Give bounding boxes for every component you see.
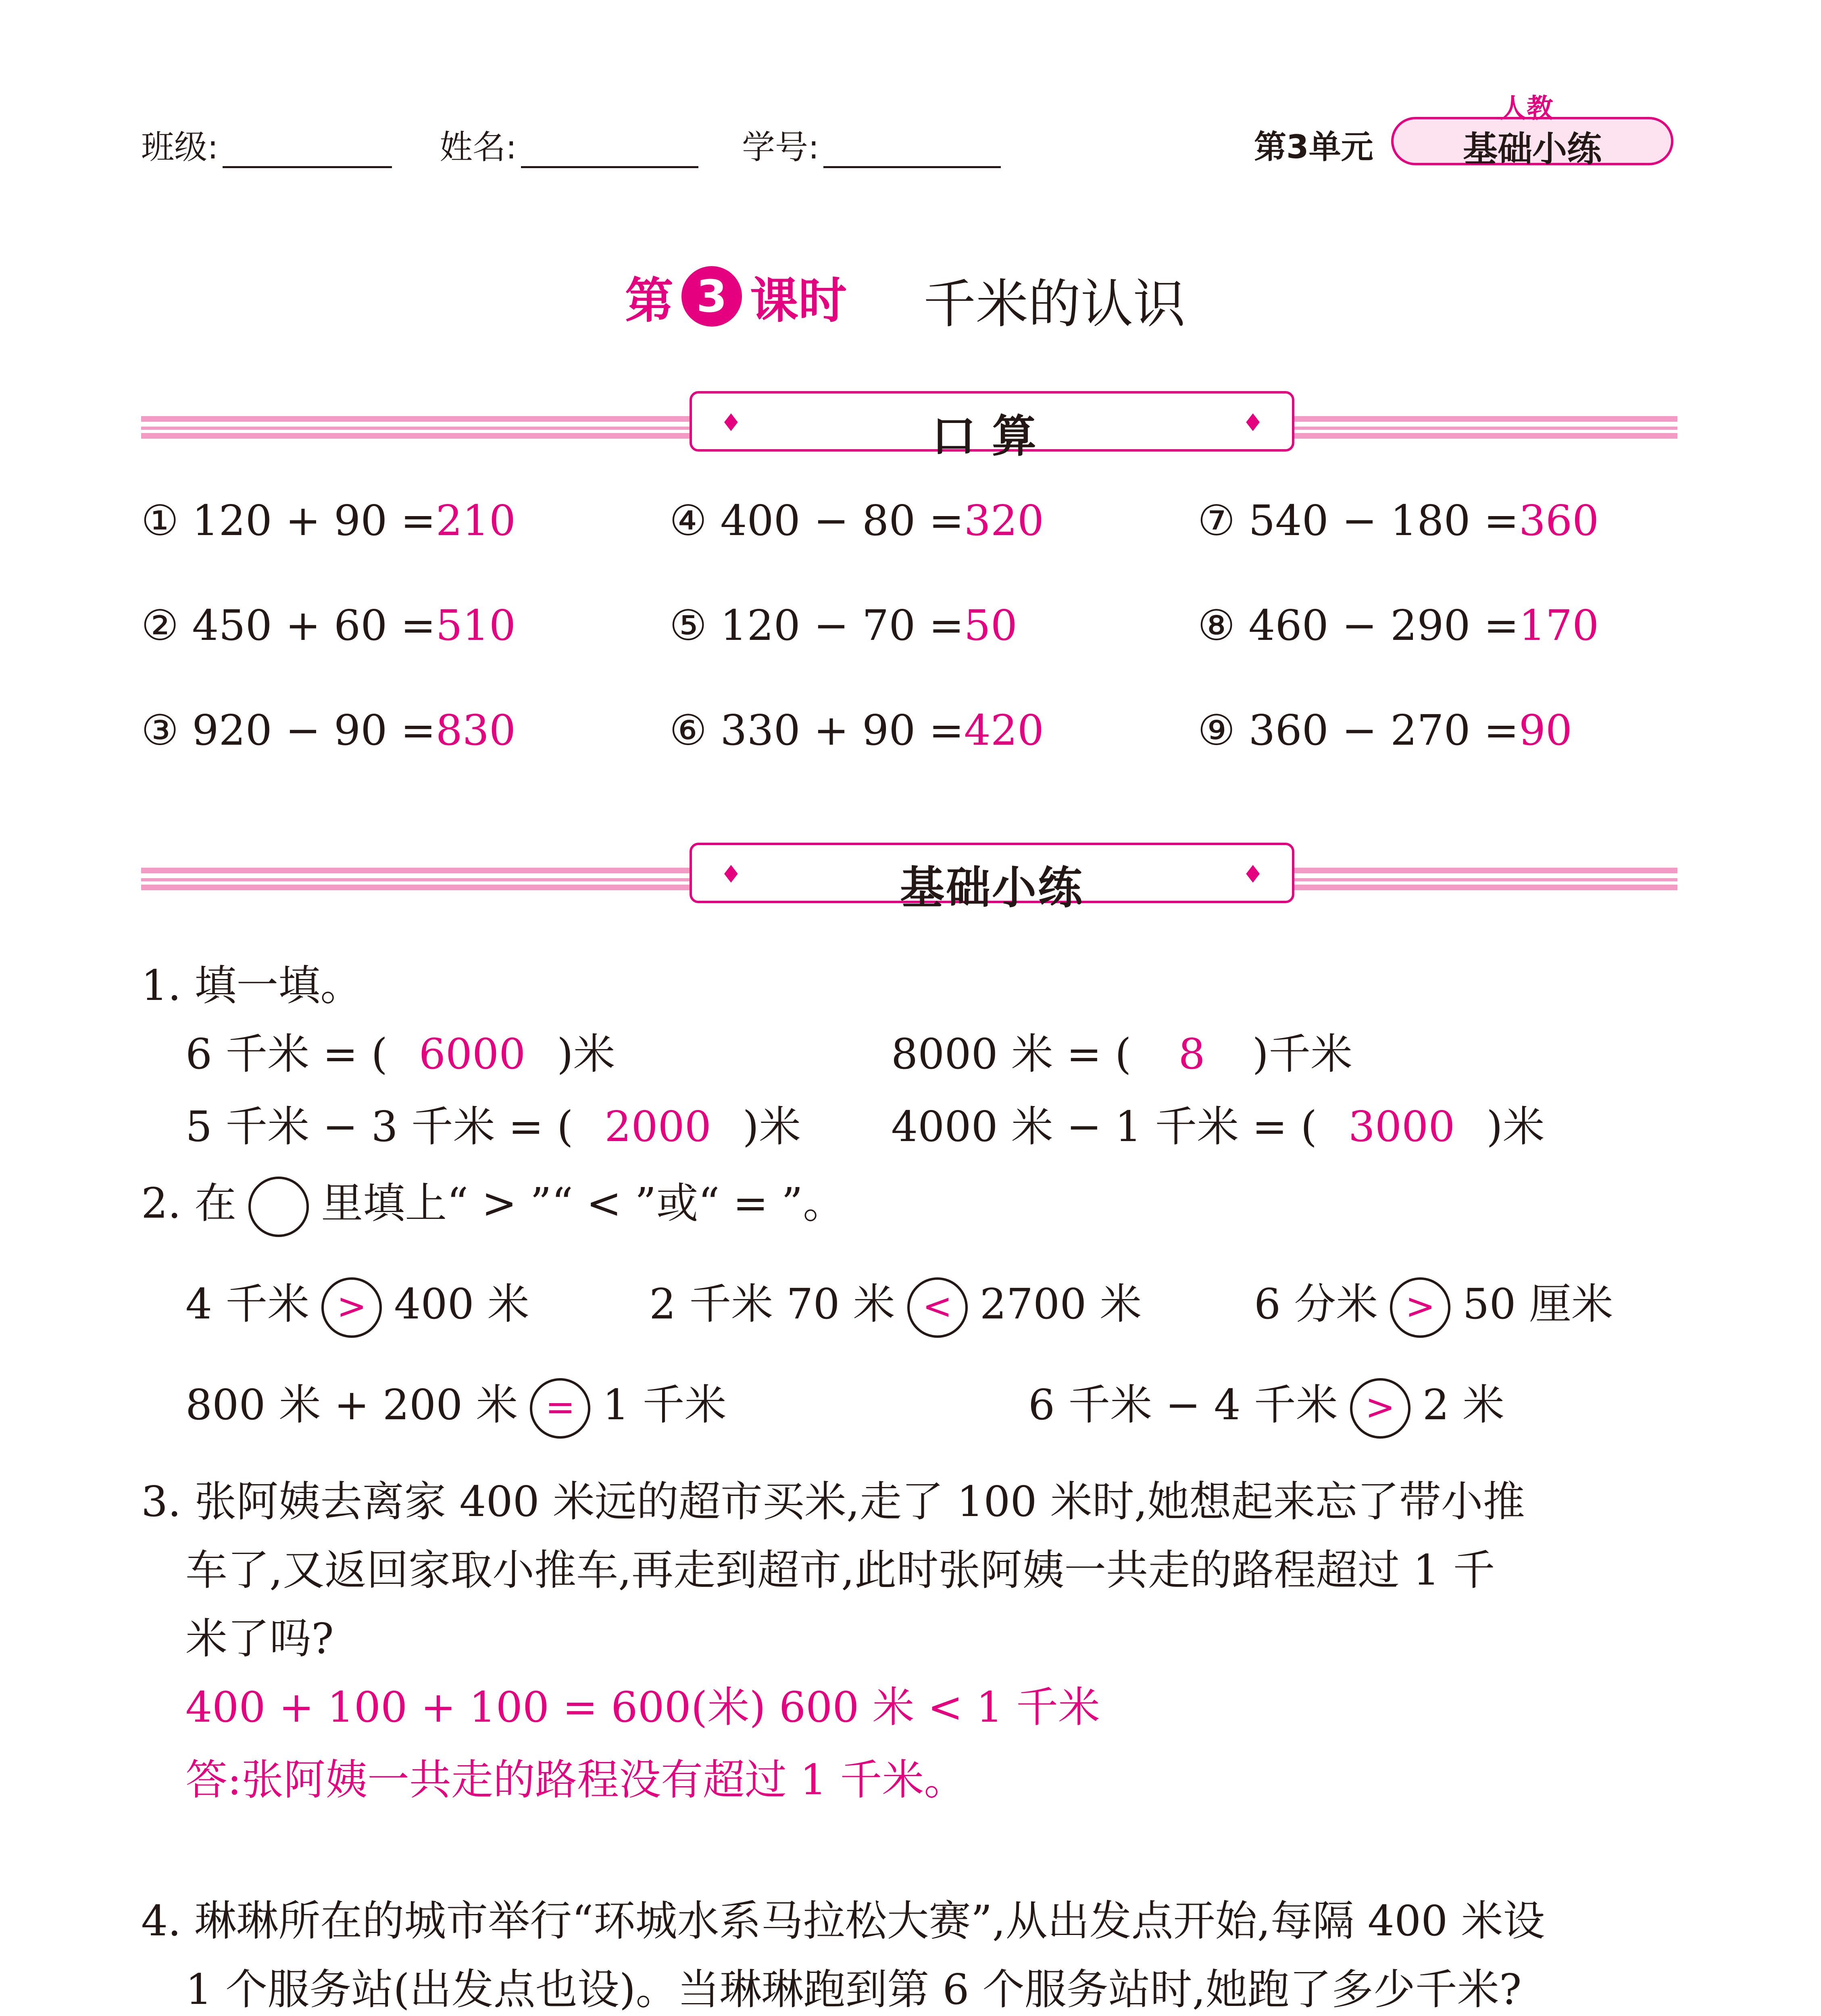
- unit-label: 第3单元: [1254, 128, 1373, 166]
- calc-item: ⑥ 330 + 90 =420: [669, 706, 1044, 755]
- name-blank[interactable]: [521, 138, 698, 168]
- class-label: 班级:: [141, 128, 219, 167]
- q2-item: 6 分米 > 50 厘米: [1254, 1270, 1613, 1338]
- q1-item: 6 千米 = ( 6000 )米: [185, 1029, 615, 1079]
- lesson-suffix: 课时: [750, 273, 847, 329]
- calc-answer: 360: [1519, 496, 1599, 545]
- practice-banner: [141, 843, 1677, 914]
- brand-small: 人教: [1500, 93, 1553, 124]
- compare-circle: >: [1390, 1277, 1450, 1338]
- calc-item: ② 450 + 60 =510: [141, 601, 516, 650]
- diamond-icon: ♦: [720, 409, 742, 437]
- compare-circle: <: [907, 1277, 968, 1338]
- q1-item: 8000 米 = ( 8 )千米: [891, 1029, 1353, 1079]
- q2-item: 800 米 + 200 米 = 1 千米: [185, 1371, 727, 1439]
- q3-answer: 答:张阿姨一共走的路程没有超过 1 千米。: [185, 1755, 966, 1804]
- q4-text: 4. 琳琳所在的城市举行“环城水系马拉松大赛”,从出发点开始,每隔 400 米设: [141, 1896, 1545, 1945]
- number-label: 学号:: [742, 128, 819, 167]
- q3-text: 米了吗?: [185, 1614, 334, 1663]
- calc-answer: 170: [1519, 601, 1599, 650]
- diamond-icon: ♦: [1242, 860, 1264, 889]
- compare-circle: >: [321, 1277, 382, 1338]
- q1-answer: 6000: [419, 1029, 526, 1079]
- blank-circle-icon: [248, 1177, 309, 1237]
- q2-item: 4 千米 > 400 米: [185, 1270, 529, 1338]
- compare-circle: =: [530, 1378, 590, 1439]
- number-field: [742, 121, 1001, 168]
- calc-item: ⑦ 540 − 180 =360: [1198, 496, 1599, 545]
- q4-text: 1 个服务站(出发点也设)。当琳琳跑到第 6 个服务站时,她跑了多少千米?: [185, 1965, 1522, 2014]
- q1-label: 1. 填一填。: [141, 961, 363, 1010]
- q1-answer: 8: [1178, 1029, 1205, 1079]
- lesson-title: 千米的认识: [923, 273, 1186, 335]
- q3-text: 车了,又返回家取小推车,再走到超市,此时张阿姨一共走的路程超过 1 千: [185, 1545, 1495, 1595]
- q1-answer: 3000: [1348, 1102, 1455, 1151]
- calc-answer: 50: [964, 601, 1017, 650]
- calc-answer: 830: [435, 706, 516, 755]
- q3-answer: 400 + 100 + 100 = 600(米) 600 米 < 1 千米: [185, 1683, 1100, 1732]
- calc-item: ⑤ 120 − 70 =50: [669, 601, 1017, 650]
- diamond-icon: ♦: [1242, 409, 1264, 437]
- q1-item: 5 千米 − 3 千米 = ( 2000 )米: [185, 1102, 801, 1151]
- lesson-number-badge: 3: [681, 266, 742, 327]
- class-field: [141, 121, 392, 168]
- q1-answer: 2000: [604, 1102, 711, 1151]
- name-label: 姓名:: [440, 128, 517, 167]
- calc-answer: 210: [435, 496, 516, 545]
- calc-item: ③ 920 − 90 =830: [141, 706, 516, 755]
- calc-answer: 90: [1519, 706, 1573, 755]
- mental-math-banner: [141, 391, 1677, 462]
- class-blank[interactable]: [223, 138, 392, 168]
- lesson-prefix: 第: [625, 273, 673, 329]
- calc-answer: 320: [964, 496, 1044, 545]
- calc-item: ⑧ 460 − 290 =170: [1198, 601, 1599, 650]
- q2-item: 2 千米 70 米 < 2700 米: [649, 1270, 1142, 1338]
- mental-math-title: 口算: [931, 410, 1052, 462]
- q3-text: 3. 张阿姨去离家 400 米远的超市买米,走了 100 米时,她想起来忘了带小推: [141, 1477, 1525, 1526]
- diamond-icon: ♦: [720, 860, 742, 889]
- name-field: [440, 121, 698, 168]
- practice-title: 基础小练: [900, 862, 1084, 914]
- calc-answer: 510: [435, 601, 516, 650]
- q2-item: 6 千米 − 4 千米 > 2 米: [1028, 1371, 1504, 1439]
- brand-title: 基础小练: [1463, 129, 1602, 169]
- calc-item: ④ 400 − 80 =320: [669, 496, 1044, 545]
- calc-item: ⑨ 360 − 270 =90: [1198, 706, 1573, 755]
- number-blank[interactable]: [823, 138, 1001, 168]
- q2-label: 2. 在 里填上“ > ”“ < ”或“ = ”。: [141, 1169, 845, 1237]
- compare-circle: >: [1350, 1378, 1411, 1439]
- calc-item: ① 120 + 90 =210: [141, 496, 516, 545]
- q1-item: 4000 米 − 1 千米 = ( 3000 )米: [891, 1102, 1545, 1151]
- calc-answer: 420: [964, 706, 1044, 755]
